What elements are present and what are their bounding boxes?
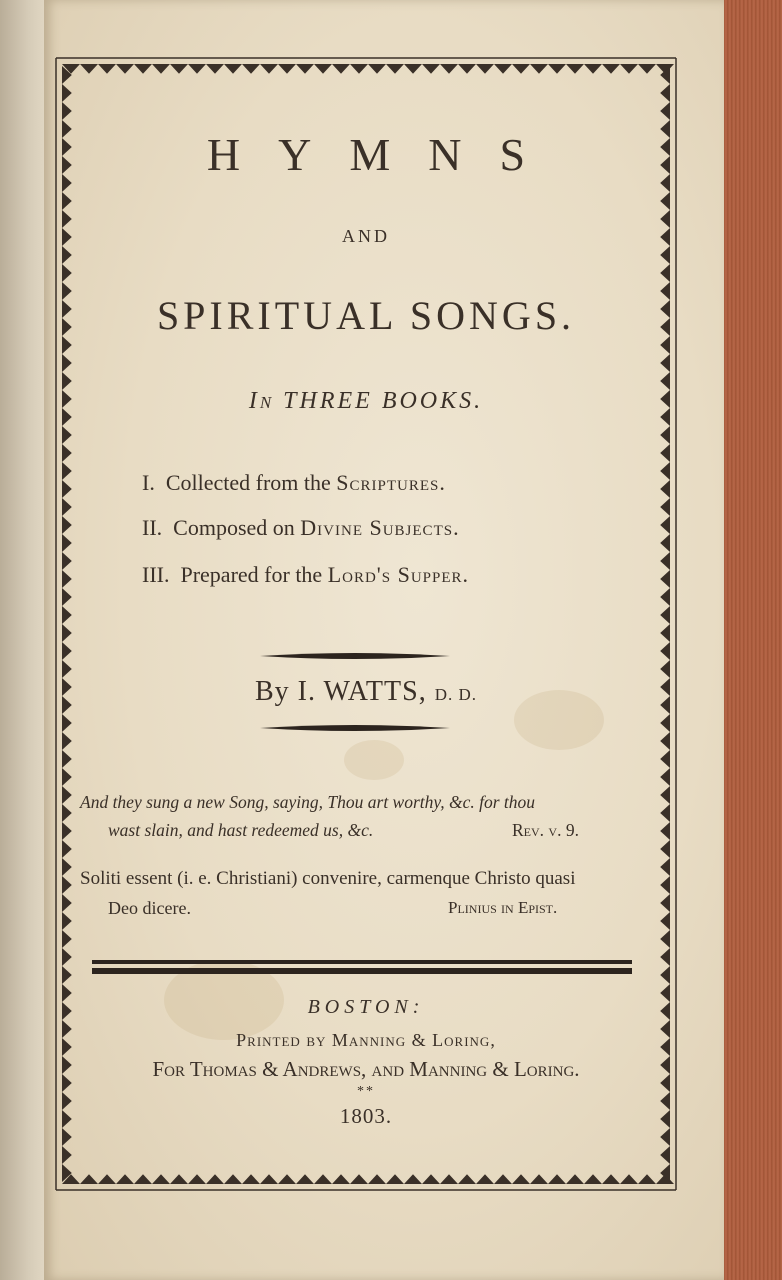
book-fore-edge	[722, 0, 782, 1280]
ornamental-border	[52, 54, 680, 1194]
author-name: By I. WATTS,	[254, 676, 427, 707]
epigraph-latin-line-2: Deo dicere.	[108, 898, 191, 918]
imprint-year: 1803.	[339, 1104, 393, 1128]
item-numeral: I.	[142, 470, 155, 495]
epigraph-scripture-line-2: wast slain, and hast redeemed us, &c.	[108, 820, 374, 840]
imprint-place: BOSTON:	[307, 996, 425, 1018]
contents-item-3	[142, 562, 469, 588]
epigraph-latin-line-1: Soliti essent (i. e. Christiani) convenire, carmenque Christo quasi	[80, 868, 576, 889]
title-and: AND	[342, 226, 390, 246]
books-line: In THREE BOOKS.	[248, 388, 484, 414]
item-emphasis: Scriptures.	[336, 470, 446, 495]
title-spiritual-songs: SPIRITUAL SONGS.	[156, 293, 576, 338]
double-rule	[92, 958, 632, 978]
imprint-publisher: For Thomas & Andrews, and Manning & Loring.	[152, 1057, 580, 1081]
item-numeral: II.	[142, 515, 163, 540]
epigraph-scripture-line-1: And they sung a new Song, saying, Thou art worthy, &c. for thou	[80, 792, 535, 812]
author-line	[52, 676, 680, 708]
title-hymns: HYMNS	[206, 129, 564, 180]
item-text: Composed on	[173, 515, 301, 540]
imprint-printer: Printed by Manning & Loring,	[236, 1030, 496, 1050]
author-degree: D. D.	[434, 685, 478, 704]
contents-item-2	[142, 515, 460, 541]
item-text: Prepared for the	[180, 562, 328, 587]
imprint-asterism: **	[357, 1084, 375, 1099]
ornament-rule-bottom	[260, 724, 450, 732]
ornament-rule-top	[260, 652, 450, 660]
item-emphasis: Lord's Supper.	[327, 562, 470, 587]
left-page-edge	[0, 0, 48, 1280]
epigraph-latin-reference: Plinius in Epist.	[448, 898, 558, 917]
contents-item-1	[142, 470, 446, 496]
epigraph-scripture-reference: Rev. v. 9.	[512, 820, 579, 840]
item-emphasis: Divine Subjects.	[300, 515, 460, 540]
item-numeral: III.	[142, 562, 170, 587]
item-text: Collected from the	[165, 470, 337, 495]
